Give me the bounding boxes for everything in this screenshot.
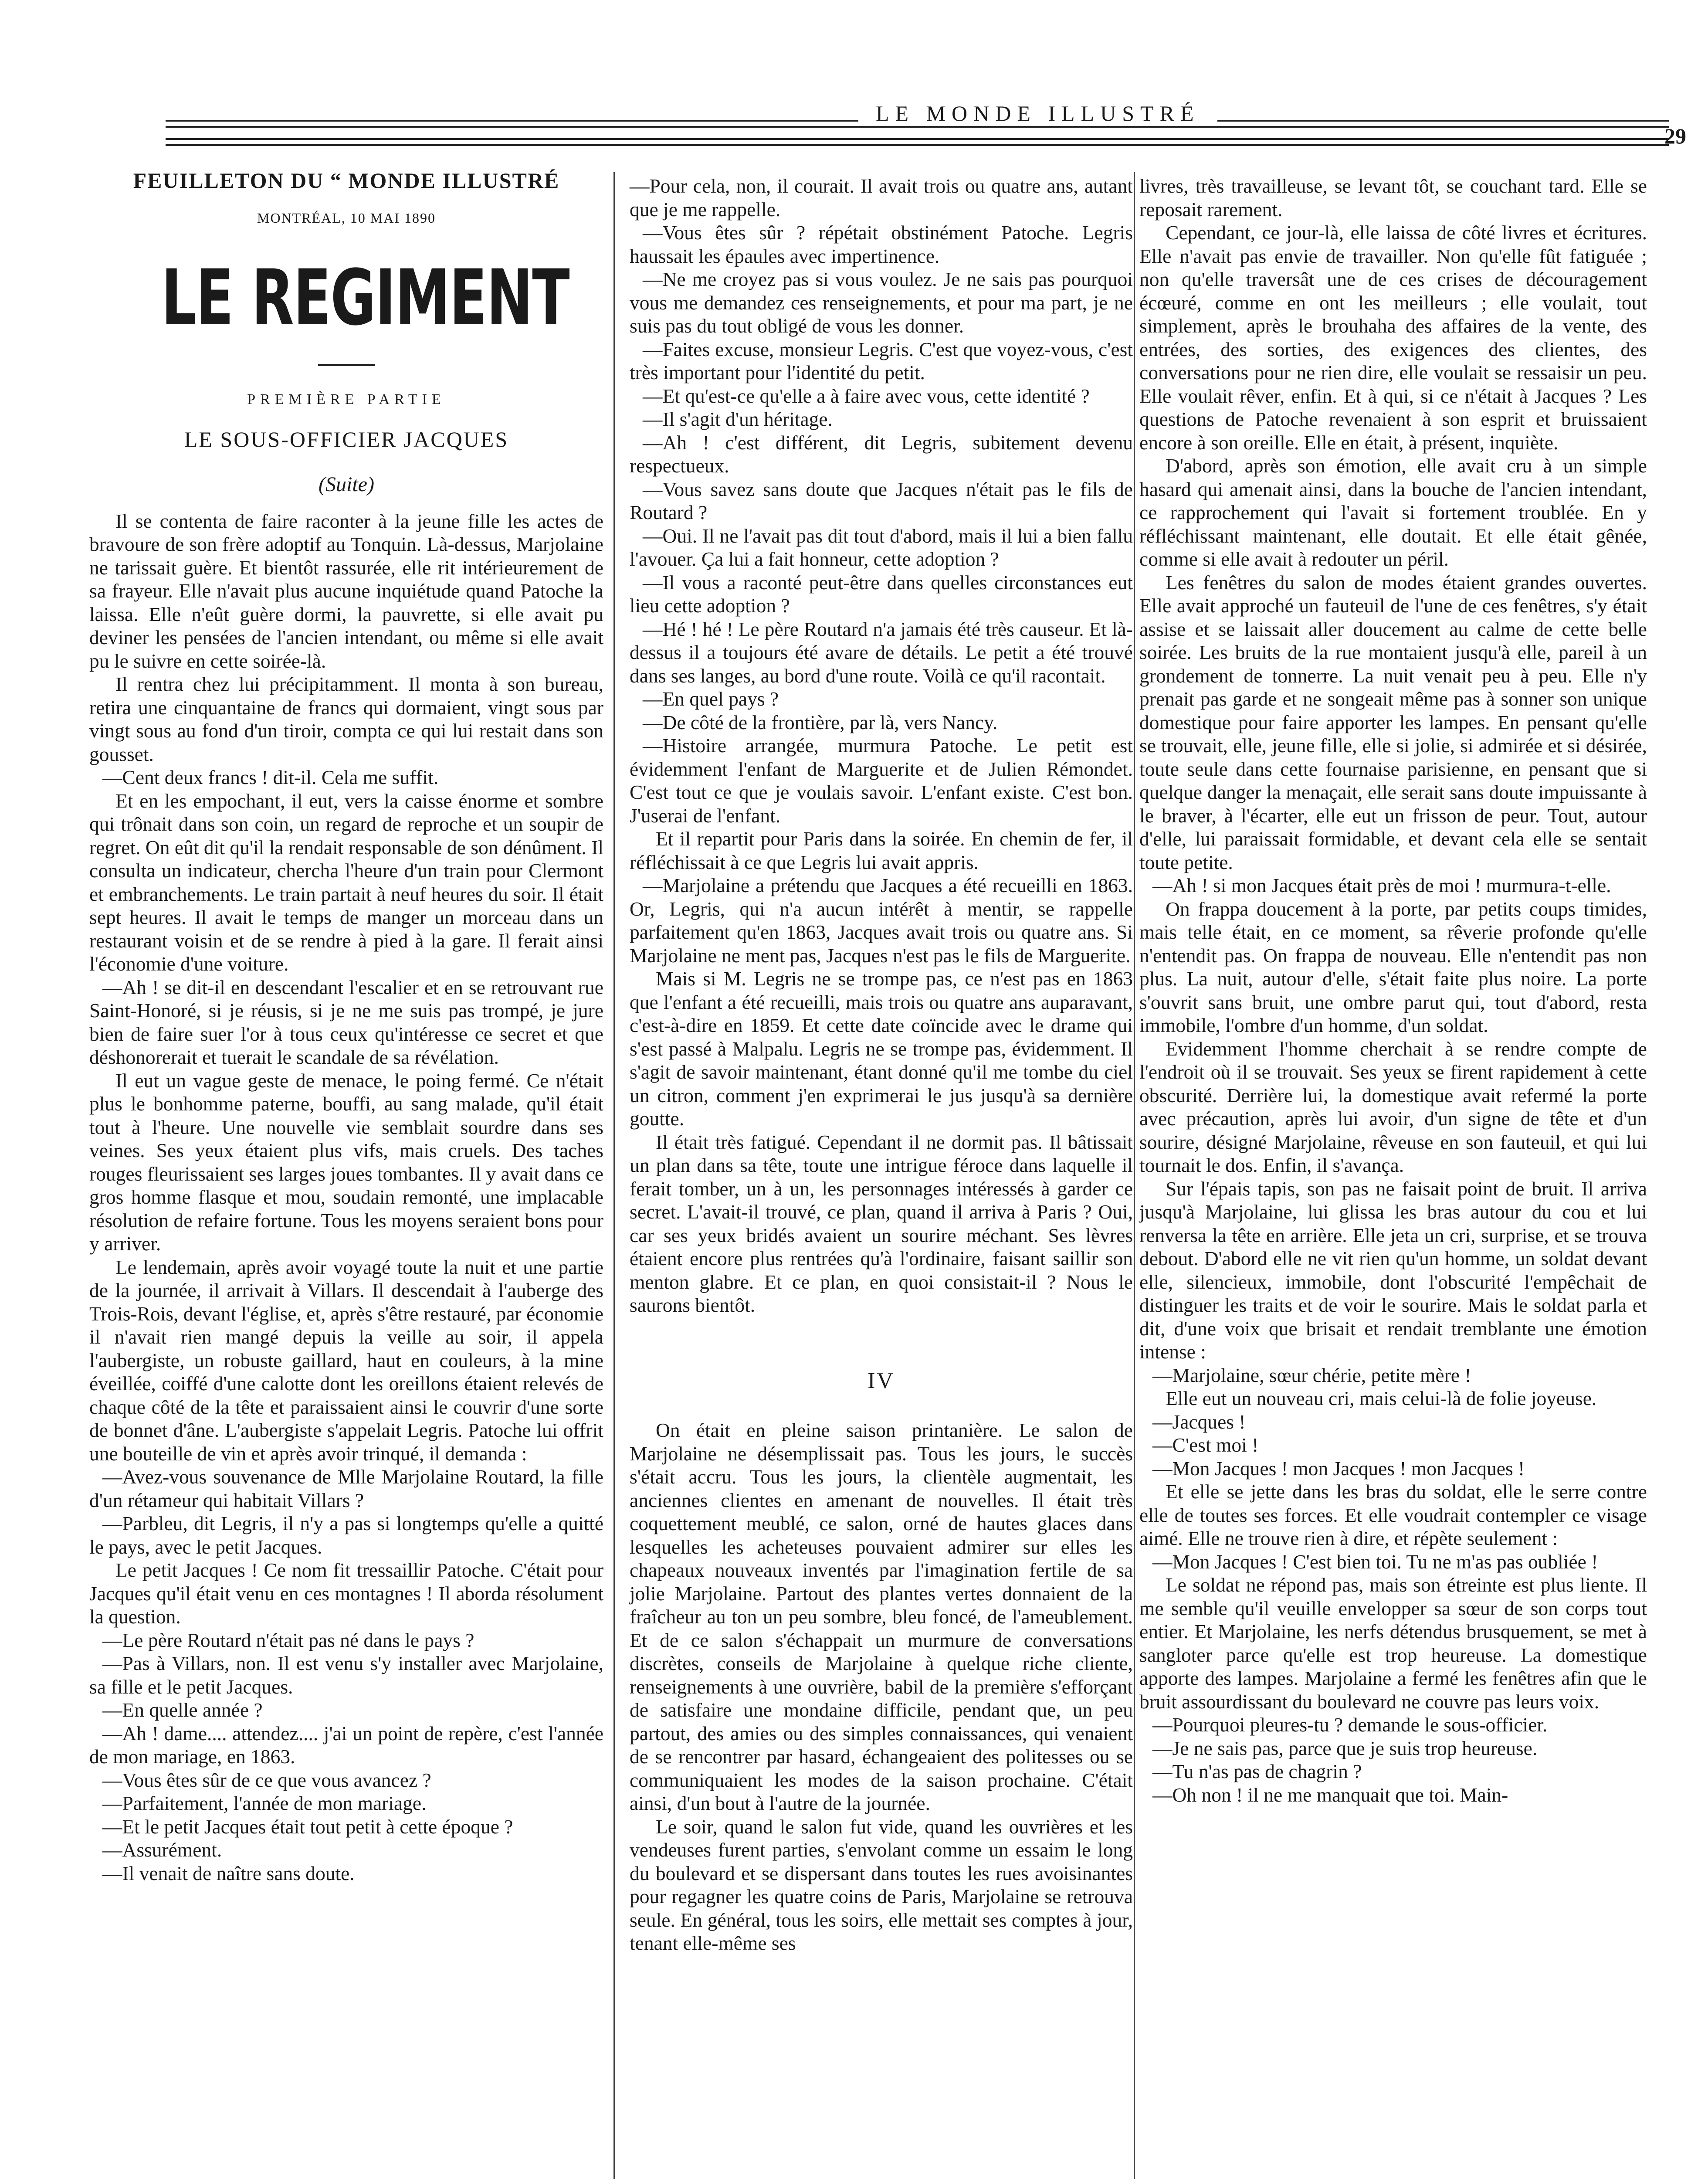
paragraph: —Hé ! hé ! Le père Routard n'a jamais été très causeur. Et là-dessus il a toujours été avare de détails. Le petit a été trouvé dans ses langes, au bord d'une route. Voilà ce qu'il racontait.	[630, 618, 1133, 687]
paragraph: —Parbleu, dit Legris, il n'y a pas si longtemps qu'elle a quitté le pays, avec le petit Jacques.	[89, 1512, 603, 1558]
paragraph: Le petit Jacques ! Ce nom fit tressaillir Patoche. C'était pour Jacques qu'il était venu en ces montagnes ! Il aborda résolument la question.	[89, 1559, 603, 1628]
paragraph: D'abord, après son émotion, elle avait cru à un simple hasard qui amenait ainsi, dans la bouche de l'ancien intendant, ce rapprochement qui l'avait si fortement troublée. En y réfléchissant maintenant, elle doutait. Et elle était gênée, comme si elle avait à redouter un péril.	[1139, 455, 1647, 570]
paragraph: —Mon Jacques ! C'est bien toi. Tu ne m'as pas oubliée !	[1152, 1550, 1598, 1573]
paragraph: —Vous êtes sûr de ce que vous avancez ?	[102, 1768, 431, 1791]
paragraph: Et elle se jette dans les bras du soldat, elle le serre contre elle de toutes ses forces. Et elle voudrait contempler ce visage aimé. Elle ne trouve rien à dire, et répète seulement :	[1139, 1480, 1647, 1549]
paragraph: —Ne me croyez pas si vous voulez. Je ne sais pas pourquoi vous me demandez ces renseignements, et pour ma part, je ne suis pas du tout obligé de vous les donner.	[630, 268, 1133, 337]
masthead: LE MONDE ILLUSTRÉ	[858, 101, 1217, 126]
paragraph: —Oh non ! il ne me manquait que toi. Main-	[1152, 1783, 1508, 1806]
paragraph: —De côté de la frontière, par là, vers Nancy.	[643, 711, 998, 733]
paragraph: —Histoire arrangée, murmura Patoche. Le petit est évidemment l'enfant de Marguerite et de Julien Rémondet. C'est tout ce que je voulais savoir. L'enfant existe. C'est bon. J'userai de l'enfant.	[630, 734, 1133, 827]
paragraph: —Ah ! c'est différent, dit Legris, subitement devenu respectueux.	[630, 431, 1133, 477]
section-heading: IV	[868, 1368, 895, 1393]
paragraph: livres, très travailleuse, se levant tôt, se couchant tard. Elle se reposait rarement.	[1139, 175, 1647, 221]
paragraph: Sur l'épais tapis, son pas ne faisait point de bruit. Il arriva jusqu'à Marjolaine, lui glissa les bras autour du cou et lui renversa la tête en arrière. Elle jeta un cri, surprise, et se trouva debout. D'abord elle ne vit rien qu'un homme, un soldat devant elle, silencieux, immobile, dont l'obscurité l'empêchait de distinguer les traits et de voir le sourire. Mais le soldat parla et dit, d'une voix que brisait et rendait tremblante une émotion intense :	[1139, 1177, 1647, 1363]
paragraph: —Avez-vous souvenance de Mlle Marjolaine Routard, la fille d'un rétameur qui habitait Villars ?	[89, 1466, 603, 1511]
paragraph: Et il repartit pour Paris dans la soirée. En chemin de fer, il réfléchissait à ce que Legris lui avait appris.	[630, 828, 1133, 873]
paragraph: —Je ne sais pas, parce que je suis trop heureuse.	[1152, 1737, 1538, 1759]
chapter-heading: LE SOUS-OFFICIER JACQUES	[184, 427, 509, 451]
paragraph: —Ah ! se dit-il en descendant l'escalier et en se retrouvant rue Saint-Honoré, si je réusis, si je ne me suis pas trompé, je jure bien de faire suer l'or à tous ceux qu'intéresse ce secret et que déshonorerait et tuerait le scandale de sa révélation.	[89, 976, 603, 1068]
paragraph: —Vous savez sans doute que Jacques n'était pas le fils de Routard ?	[630, 478, 1133, 523]
paragraph: —Vous êtes sûr ? répétait obstinément Patoche. Legris haussait les épaules avec impertinence.	[630, 221, 1133, 267]
continued-label: (Suite)	[319, 473, 374, 496]
paragraph: Evidemment l'homme cherchait à se rendre compte de l'endroit où il se trouvait. Ses yeux se firent rapidement à cette obscurité. Derrière lui, la domestique avait refermé la porte avec précaution, après lui avoir, d'un signe de tête et d'un sourire, désigné Marjolaine, rêveuse en son fauteuil, et qui lui tournait le dos. Enfin, il s'avança.	[1139, 1037, 1647, 1176]
paragraph: —Marjolaine, sœur chérie, petite mère !	[1152, 1364, 1471, 1386]
paragraph: Il eut un vague geste de menace, le poing fermé. Ce n'était plus le bonhomme paterne, bouffi, au sang malade, qu'il était tout à l'heure. Une nouvelle vie semblait sourdre dans ses veines. Ses yeux étaient plus vifs, mais cruels. Des taches rouges fleurissaient ses larges joues tombantes. Il y avait dans ce gros homme flasque et mou, soudain remonté, une implacable résolution de refaire fortune. Tous les moyens seraient bons pour y arriver.	[89, 1069, 603, 1255]
header-rule	[166, 138, 1669, 140]
column-2	[630, 174, 1133, 1955]
dateline: MONTRÉAL, 10 MAI 1890	[257, 210, 436, 226]
paragraph: —Il venait de naître sans doute.	[102, 1862, 355, 1884]
paragraph: —Et le petit Jacques était tout petit à cette époque ?	[102, 1815, 513, 1838]
part-heading: PREMIÈRE PARTIE	[247, 391, 446, 407]
paragraph: —Pour cela, non, il courait. Il avait trois ou quatre ans, autant que je me rappelle.	[630, 175, 1133, 221]
paragraph: Les fenêtres du salon de modes étaient grandes ouvertes. Elle avait approché un fauteuil de l'une de ces fenêtres, s'y était assise et se laissait aller doucement au calme de cette belle soirée. Les bruits de la rue montaient jusqu'à elle, pareil à un grondement de tonnerre. La nuit venait peu à peu. Elle n'y prenait pas garde et ne songeait même pas à sonner son unique domestique pour faire apporter les lampes. En pensant qu'elle se trouvait, elle, jeune fille, elle si jolie, si admirée et si désirée, toute seule dans cette fournaise parisienne, en pensant que si quelque danger la menaçait, elle serait sans doute impuissante à le braver, à l'écarter, elle eut un frisson de peur. Tout, autour d'elle, lui paraissait formidable, et devant cela elle se sentait toute petite.	[1139, 571, 1647, 873]
feuilleton-label: FEUILLETON DU “ MONDE ILLUSTRÉ	[133, 168, 560, 193]
paragraph: Et en les empochant, il eut, vers la caisse énorme et sombre qui trônait dans son coin, un regard de reproche et un soupir de regret. On eût dit qu'il la rendait responsable de son dénûment. Il consulta un indicateur, chercha l'heure d'un train pour Clermont et embranchements. Le train partait à neuf heures du soir. Il était sept heures. Il avait le temps de manger un morceau dans un restaurant voisin et de se rendre à pied à la gare. Il ferait ainsi l'économie d'une voiture.	[89, 789, 603, 975]
column-1-text	[89, 509, 603, 1885]
title-rule	[318, 364, 375, 366]
paragraph: —Mon Jacques ! mon Jacques ! mon Jacques !	[1152, 1457, 1525, 1480]
column-3-text	[1139, 174, 1647, 1806]
column-divider	[1134, 172, 1135, 2179]
paragraph: —Il s'agit d'un héritage.	[643, 408, 833, 430]
paragraph: —Marjolaine a prétendu que Jacques a été recueilli en 1863. Or, Legris, qui n'a aucun intérêt à mentir, se rappelle parfaitement qu'en 1863, Jacques avait trois ou quatre ans. Si Marjolaine ne ment pas, Jacques n'est pas le fils de Marguerite.	[630, 874, 1133, 967]
paragraph: —Oui. Il ne l'avait pas dit tout d'abord, mais il lui a bien fallu l'avouer. Ça lui a fait honneur, cette adoption ?	[630, 524, 1133, 570]
header-rule	[166, 126, 1669, 128]
paragraph: Elle eut un nouveau cri, mais celui-là de folie joyeuse.	[1166, 1387, 1597, 1409]
paragraph: Le soldat ne répond pas, mais son étreinte est plus liente. Il me semble qu'il veuille envelopper sa sœur de son corps tout entier. Et Marjolaine, les nerfs détendus brusquement, se met à sangloter parce qu'elle est trop heureuse. La domestique apporte des lampes. Marjolaine a fermé les fenêtres afin que le bruit assourdissant du boulevard ne couvre pas leurs voix.	[1139, 1574, 1647, 1713]
page-header	[166, 101, 1686, 148]
paragraph: —Tu n'as pas de chagrin ?	[1152, 1760, 1362, 1782]
paragraph: Le soir, quand le salon fut vide, quand les ouvrières et les vendeuses furent parties, s'envolant comme un essaim le long du boulevard et se dispersant dans toutes les rues avoisinantes pour regagner les quatre coins de Paris, Marjolaine se retrouva seule. En général, tous les soirs, elle mettait ses comptes à jour, tenant elle-même ses	[630, 1815, 1133, 1954]
paragraph: Cependant, ce jour-là, elle laissa de côté livres et écritures. Elle n'avait pas envie de travailler. Non qu'elle fût fatiguée ; non qu'elle traversât une de ces crises de découragement écœuré, comme en ont les meilleurs ; elle voulait, tout simplement, après le brouhaha des affaires de la vente, des entrées, des sorties, des exigences des clientes, des conversations pour ne rien dire, elle voulait se ressaisir un peu. Elle voulait rêver, enfin. Et à qui, si ce n'était à Jacques ? Les questions de Patoche revenaient à son esprit et bruissaient encore à son oreille. Elle en était, à présent, inquiète.	[1139, 221, 1647, 454]
paragraph: —Cent deux francs ! dit-il. Cela me suffit.	[102, 766, 439, 788]
paragraph: —Parfaitement, l'année de mon mariage.	[102, 1792, 427, 1814]
paragraph: Le lendemain, après avoir voyagé toute la nuit et une partie de la journée, il arrivait à Villars. Il descendait à l'auberge des Trois-Rois, devant l'église, et, après s'être restauré, par économie il n'avait rien mangé depuis la veille au soir, il appela l'aubergiste, un robuste gaillard, haut en couleurs, à la mine éveillée, coiffé d'une calotte dont les oreillons étaient relevés de chaque côté de la tête et paraissaient ainsi le couvrir d'une sorte de bonnet d'âne. L'aubergiste s'appelait Legris. Patoche lui offrit une bouteille de vin et après avoir trinqué, il demanda :	[89, 1256, 603, 1465]
paragraph: Mais si M. Legris ne se trompe pas, ce n'est pas en 1863 que l'enfant a été recueilli, mais trois ou quatre ans auparavant, c'est-à-dire en 1859. Et cette date coïncide avec le drame qui s'est passé à Malpalu. Legris ne se trompe pas, évidemment. Il s'agit de savoir maintenant, étant donné qu'il me tombe du ciel un citron, comment j'en exprimerai le jus jusqu'à sa dernière goutte.	[630, 967, 1133, 1130]
paragraph: —Pourquoi pleures-tu ? demande le sous-officier.	[1152, 1714, 1548, 1736]
paragraph: Il rentra chez lui précipitamment. Il monta à son bureau, retira une cinquantaine de francs qui dormaient, vingt sous par vingt sous au fond d'un tiroir, compta ce qui lui restait dans son gousset.	[89, 673, 603, 765]
paragraph: —Faites excuse, monsieur Legris. C'est que voyez-vous, c'est très important pour l'identité du petit.	[630, 338, 1133, 384]
paragraph: Il se contenta de faire raconter à la jeune fille les actes de bravoure de son frère adoptif au Tonquin. Là-dessus, Marjolaine ne tarissait guère. Et bientôt rassurée, elle rit intérieurement de sa frayeur. Elle n'avait plus aucune inquiétude quand Patoche la laissa. Elle n'eût guère dormi, la pauvrette, si elle avait pu deviner les pensées de l'ancien intendant, ou même si elle avait pu le suivre en cette soirée-là.	[89, 509, 603, 672]
paragraph: —Il vous a raconté peut-être dans quelles circonstances eut lieu cette adoption ?	[630, 571, 1133, 617]
paragraph: On frappa doucement à la porte, par petits coups timides, mais telle était, en ce moment, sa rêverie profonde qu'elle n'entendit pas. On frappa de nouveau. Elle n'entendit pas non plus. La nuit, autour d'elle, s'était faite plus noire. La porte s'ouvrit sans bruit, une ombre parut qui, tout d'abord, resta immobile, l'ombre d'un homme, d'un soldat.	[1139, 897, 1647, 1036]
paragraph: —C'est moi !	[1152, 1434, 1259, 1456]
story-title: LE REGIMENT	[161, 253, 569, 343]
paragraph: —En quelle année ?	[102, 1699, 263, 1721]
paragraph: —Jacques !	[1152, 1410, 1246, 1433]
paragraph: —Ah ! si mon Jacques était près de moi ! murmura-t-elle.	[1152, 874, 1611, 896]
paragraph: Il était très fatigué. Cependant il ne dormit pas. Il bâtissait un plan dans sa tête, toute une intrigue féroce dans laquelle il ferait tomber, un à un, les personnages intéressés à garder ce secret. L'avait-il trouvé, ce plan, quand il arriva à Paris ? Oui, car ses yeux bridés avaient un sourire méchant. Ses lèvres étaient encore plus rentrées qu'à l'ordinaire, faisant saillir son menton glabre. Et ce plan, en quoi consistait-il ? Nous le saurons bientôt.	[630, 1130, 1133, 1316]
paragraph: —Assurément.	[102, 1839, 222, 1861]
page-number: 29	[1664, 124, 1686, 148]
paragraph: —Ah ! dame.... attendez.... j'ai un point de repère, c'est l'année de mon mariage, en 1863.	[89, 1722, 603, 1768]
paragraph: —Le père Routard n'était pas né dans le pays ?	[102, 1629, 474, 1651]
paragraph: On était en pleine saison printanière. Le salon de Marjolaine ne désemplissait pas. Tous les jours, le succès s'était accru. Tous les jours, la clientèle augmentait, les anciennes clientes en amenant de nouvelles. Il était très coquettement meublé, ce salon, orné de hautes glaces dans lesquelles les acheteuses pouvaient admirer sur elles les chapeaux nouveaux inventés par l'imagination fertile de sa jolie Marjolaine. Partout des plantes vertes donnaient de la fraîcheur au ton un peu sombre, bleu foncé, de l'ameublement. Et de ce salon s'échappait un murmure de conversations discrètes, conseils de Marjolaine à quelque riche cliente, renseignements à une ouvrière, babil de la première s'efforçant de satisfaire une mondaine difficile, pendant que, un peu partout, des amies ou des simples connaissances, qui venaient de se rencontrer par hasard, échangeaient des politesses ou se communiquaient les modes de la saison prochaine. C'était ainsi, d'un bout à l'autre de la journée.	[630, 1419, 1133, 1814]
column-2-text	[630, 174, 1133, 1317]
column-3	[1139, 174, 1647, 1806]
column-1	[89, 168, 603, 1885]
paragraph: —Pas à Villars, non. Il est venu s'y installer avec Marjolaine, sa fille et le petit Jacques.	[89, 1652, 603, 1698]
paragraph: —Et qu'est-ce qu'elle a à faire avec vous, cette identité ?	[643, 384, 1090, 407]
column-divider	[613, 172, 615, 2179]
header-rule	[166, 144, 1669, 146]
paragraph: —En quel pays ?	[643, 688, 779, 710]
column-2-section-text	[630, 1419, 1133, 1955]
